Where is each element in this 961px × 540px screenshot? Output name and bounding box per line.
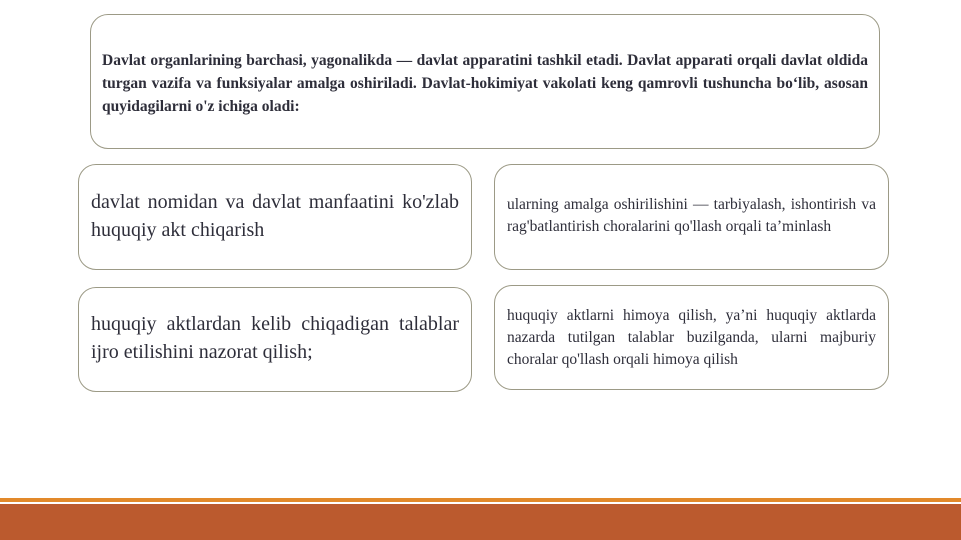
item-text: ularning amalga oshirilishini — tarbiyalash, ishontirish va rag'batlantirish choralarini qo'llash orqali ta’minlash [507,195,876,235]
item-text: davlat nomidan va davlat manfaatini ko'zlab huquqiy akt chiqarish [91,190,459,241]
item-box-issue-legal-acts [78,164,472,270]
item-text: huquqiy aktlardan kelib chiqadigan talablar ijro etilishini nazorat qilish; [91,313,459,363]
item-box-protect-legal-acts [494,285,889,390]
intro-text-box [90,14,880,149]
item-box-control-execution [78,287,472,392]
footer-band [0,504,961,540]
item-text: huquqiy aktlarni himoya qilish, ya’ni huquqiy aktlarda nazarda tutilgan talablar buzilganda, ularni majburiy choralar qo'llash orqali himoya qilish [507,306,876,368]
item-box-ensure-implementation [494,164,889,270]
footer-accent-line [0,498,961,502]
intro-text: Davlat organlarining barchasi, yagonalikda — davlat apparatini tashkil etadi. Davlat apparati orqali davlat oldida turgan vazifa va funksiyalar amalga oshiriladi. Davlat-hokimiyat vakolati keng qamrovli tushuncha bo‘lib, asosan quyidagilarni o'z ichiga oladi: [102,52,868,115]
